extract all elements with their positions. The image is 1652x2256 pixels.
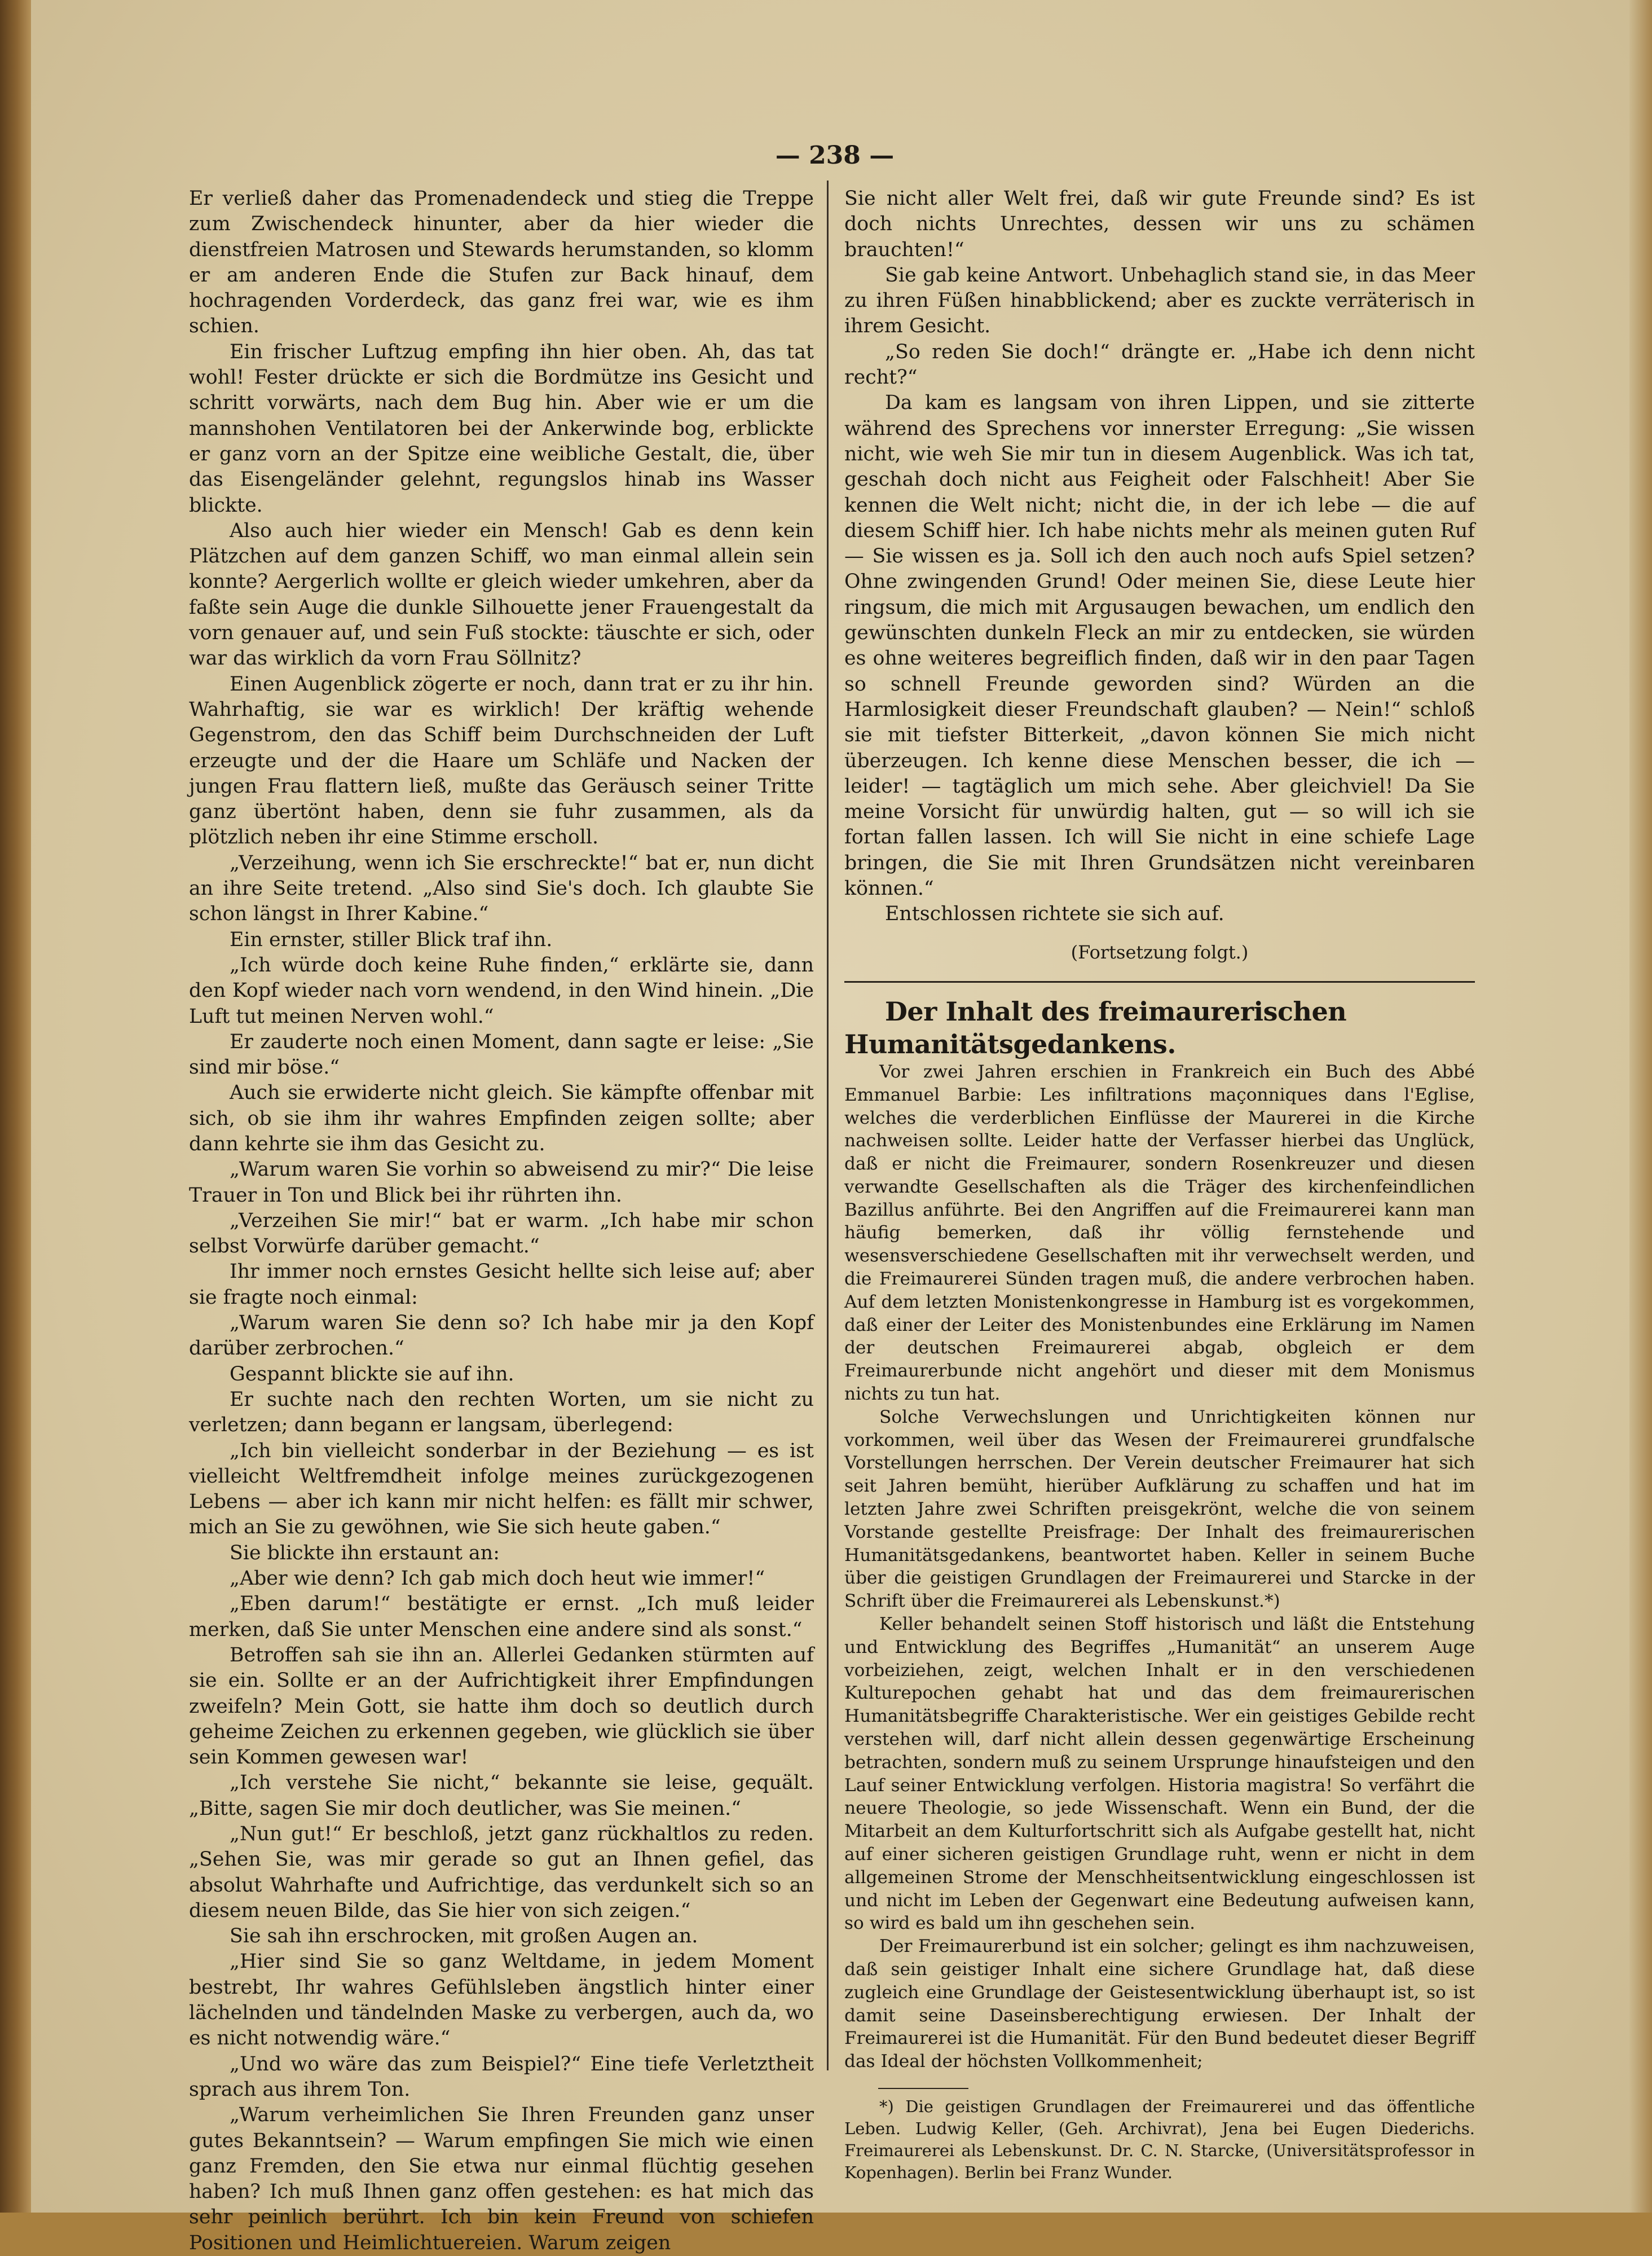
- story-paragraph: „Ich bin vielleicht sonderbar in der Beziehung — es ist vielleicht Weltfremdheit infolge meines zurückgezogenen Lebens — aber ich kann mir nicht helfen: es fällt mir schwer, mich an Sie zu gewöhnen, wie Sie sich heute gaben.“: [189, 1439, 814, 1539]
- story-paragraph: „Ich würde doch keine Ruhe finden,“ erklärte sie, dann den Kopf wieder nach vorn wendend, in den Wind hinein. „Die Luft tut meinen Nerven wohl.“: [189, 953, 814, 1028]
- story-paragraph: Ein frischer Luftzug empfing ihn hier oben. Ah, das tat wohl! Fester drückte er sich die Bordmütze ins Gesicht und schritt vorwärts, nach dem Bug hin. Aber wie er um die mannshohen Ventilatoren bei der Ankerwinde bog, erblickte er ganz vorn an der Spitze eine weibliche Gestalt, die, über das Eisengeländer gelehnt, regungslos hinab ins Wasser blickte.: [189, 340, 814, 517]
- story-paragraph: Auch sie erwiderte nicht gleich. Sie kämpfte offenbar mit sich, ob sie ihm ihr wahres Empfinden zeigen sollte; aber dann kehrte sie ihm das Gesicht zu.: [189, 1081, 814, 1155]
- article-paragraph: Solche Verwechslungen und Unrichtigkeiten können nur vorkommen, weil über das Wesen der Freimaurerei grundfalsche Vorstellungen herrschen. Der Verein deutscher Freimaurer hat sich seit Jahren bemüht, hierüber Aufklärung zu schaffen und hat im letzten Jahre zwei Schriften preisgekrönt, welche die von seinem Vorstande gestellte Preisfrage: Der Inhalt des freimaurerischen Humanitätsgedankens, beantwortet haben. Keller in seinem Buche über die geistigen Grundlagen der Freimaurerei und Starcke in der Schrift über die Freimaurerei als Lebenskunst.*): [844, 1406, 1475, 1612]
- story-paragraph: Betroffen sah sie ihn an. Allerlei Gedanken stürmten auf sie ein. Sollte er an der Aufrichtigkeit ihrer Empfindungen zweifeln? Mein Gott, sie hatte ihm doch so deutlich durch geheime Zeichen zu erkennen gegeben, wie glücklich sie über sein Kommen gewesen war!: [189, 1643, 814, 1769]
- page-number: — 238 —: [775, 141, 895, 170]
- story-paragraph: Sie blickte ihn erstaunt an:: [230, 1541, 500, 1564]
- story-paragraph: „Und wo wäre das zum Beispiel?“ Eine tiefe Verletztheit sprach aus ihrem Ton.: [189, 2052, 814, 2101]
- story-paragraph: Er suchte nach den rechten Worten, um sie nicht zu verletzen; dann begann er langsam, überlegend:: [189, 1388, 814, 1437]
- story-paragraph: „Verzeihung, wenn ich Sie erschreckte!“ bat er, nun dicht an ihre Seite tretend. „Also sind Sie's doch. Ich glaubte Sie schon längst in Ihrer Kabine.“: [189, 851, 814, 926]
- column-divider: [827, 181, 829, 2070]
- footnote-rule: [878, 2088, 968, 2089]
- story-paragraph: Er verließ daher das Promenadendeck und stieg die Treppe zum Zwischendeck hinunter, aber da hier wieder die dienstfreien Matrosen und Stewards herumstanden, so klomm er am anderen Ende die Stufen zur Back hinauf, dem hochragenden Vorderdeck, das ganz frei war, wie es ihm schien.: [189, 187, 814, 338]
- story-paragraph: Sie sah ihn erschrocken, mit großen Augen an.: [230, 1925, 698, 1948]
- story-paragraph: „Hier sind Sie so ganz Weltdame, in jedem Moment bestrebt, Ihr wahres Gefühlsleben ängstlich hinter einer lächelnden und tändelnden Maske zu verbergen, auch da, wo es nicht notwendig wäre.“: [189, 1950, 814, 2050]
- continuation-note: (Fortsetzung folgt.): [1071, 941, 1249, 963]
- footnote-text: *) Die geistigen Grundlagen der Freimaurerei und das öffentliche Leben. Ludwig Keller, (Geh. Archivrat), Jena bei Eugen Diederichs. Freimaurerei als Lebenskunst. Dr. C. N. Starcke, (Universitätsprofessor in Kopenhagen). Berlin bei Franz Wunder.: [844, 2096, 1475, 2182]
- story-paragraph: „Aber wie denn? Ich gab mich doch heut wie immer!“: [230, 1567, 765, 1590]
- story-paragraph: „Verzeihen Sie mir!“ bat er warm. „Ich habe mir schon selbst Vorwürfe darüber gemacht.“: [189, 1209, 814, 1258]
- story-paragraph: „Eben darum!“ bestätigte er ernst. „Ich muß leider merken, daß Sie unter Menschen eine andere sind als sonst.“: [189, 1593, 814, 1641]
- page-edge: [1629, 0, 1652, 2213]
- story-paragraph: Entschlossen richtete sie sich auf.: [885, 903, 1224, 926]
- story-paragraph: Er zauderte noch einen Moment, dann sagte er leise: „Sie sind mir böse.“: [189, 1030, 814, 1079]
- article-paragraph: Vor zwei Jahren erschien in Frankreich ein Buch des Abbé Emmanuel Barbie: Les infiltrations maçonniques dans l'Eglise, welches die verderblichen Einflüsse der Maurerei in die Kirche nachweisen sollte. Leider hatte der Verfasser hierbei das Unglück, daß er nicht die Freimaurer, sondern Rosenkreuzer und diesen verwandte Gesellschaften als die Träger des kirchenfeindlichen Bazillus anführte. Bei den Angriffen auf die Freimaurerei kann man häufig bemerken, daß ihr völlig fernstehende und wesensverschiedene Gesellschaften mit ihr verwechselt werden, und die Freimaurerei Sünden tragen muß, die andere verbrochen haben. Auf dem letzten Monistenkongresse in Hamburg ist es vorgekommen, daß einer der Leiter des Monistenbundes eine Erklärung im Namen der deutschen Freimaurerei abgab, obgleich er dem Freimaurerbunde nicht angehört und dieser mit dem Monismus nichts zu tun hat.: [844, 1061, 1475, 1405]
- left-column: [189, 186, 814, 2256]
- article-paragraph: Keller behandelt seinen Stoff historisch und läßt die Entstehung und Entwicklung des Begriffes „Humanität“ an unserem Auge vorbeiziehen, zeigt, welchen Inhalt er in den verschiedenen Kulturepochen gehabt hat und das dem freimaurerischen Humanitätsbegriffe Charakteristische. Wer ein geistiges Gebilde recht verstehen will, darf nicht allein dessen gegenwärtige Erscheinung betrachten, sondern muß zu seinem Ursprunge hinaufsteigen und den Lauf seiner Entwicklung verfolgen. Historia magistra! So verfährt die neuere Theologie, so jede Wissenschaft. Wenn ein Bund, der die Mitarbeit an dem Kulturfortschritt sich als Aufgabe gestellt hat, nicht auf einer sicheren geistigen Grundlage ruht, wenn er nicht in dem allgemeinen Strome der Menschheitsentwicklung eingeschlossen ist und nicht im Leben der Gegenwart eine Bedeutung aufweisen kann, so wird es bald um ihn geschehen sein.: [844, 1614, 1475, 1934]
- article-body: [844, 1061, 1475, 2073]
- story-paragraph: Einen Augenblick zögerte er noch, dann trat er zu ihr hin. Wahrhaftig, sie war es wirklich! Der kräftig wehende Gegenstrom, den das Schiff beim Durchschneiden der Luft erzeugte und der die Haare um Schläfe und Nacken der jungen Frau flattern ließ, mußte das Geräusch seiner Tritte ganz übertönt haben, denn sie fuhr zusammen, als da plötzlich neben ihr eine Stimme erscholl.: [189, 672, 814, 849]
- story-paragraph: „So reden Sie doch!“ drängte er. „Habe ich denn nicht recht?“: [844, 340, 1475, 389]
- story-paragraph: Also auch hier wieder ein Mensch! Gab es denn kein Plätzchen auf dem ganzen Schiff, wo man einmal allein sein konnte? Aergerlich wollte er gleich wieder umkehren, aber da faßte sein Auge die dunkle Silhouette jener Frauengestalt da vorn genauer auf, und sein Fuß stockte: täuschte er sich, oder war das wirklich da vorn Frau Söllnitz?: [189, 519, 814, 670]
- story-paragraph: Sie gab keine Antwort. Unbehaglich stand sie, in das Meer zu ihren Füßen hinabblickend; aber es zuckte verräterisch in ihrem Gesicht.: [844, 263, 1475, 338]
- story-paragraph: Gespannt blickte sie auf ihn.: [230, 1362, 514, 1386]
- story-paragraph: Ihr immer noch ernstes Gesicht hellte sich leise auf; aber sie fragte noch einmal:: [189, 1260, 814, 1309]
- story-paragraph: „Ich verstehe Sie nicht,“ bekannte sie leise, gequält. „Bitte, sagen Sie mir doch deutlicher, was Sie meinen.“: [189, 1771, 814, 1820]
- story-paragraph: „Warum waren Sie vorhin so abweisend zu mir?“ Die leise Trauer in Ton und Blick bei ihr rührten ihn.: [189, 1158, 814, 1207]
- article-paragraph: Der Freimaurerbund ist ein solcher; gelingt es ihm nachzuweisen, daß sein geistiger Inhalt eine sichere Grundlage hat, daß diese zugleich eine Grundlage der Geistesentwicklung überhaupt ist, so ist damit seine Daseinsberechtigung erwiesen. Der Inhalt der Freimaurerei ist die Humanität. Für den Bund bedeutet dieser Begriff das Ideal der höchsten Vollkommenheit;: [844, 1936, 1475, 2072]
- footnote: [844, 2096, 1475, 2184]
- story-paragraph: Ein ernster, stiller Blick traf ihn.: [230, 928, 553, 951]
- right-column: [844, 186, 1475, 2184]
- section-rule: [844, 981, 1475, 983]
- book-binding: [0, 0, 31, 2213]
- article-headline: Der Inhalt des freimaurerischen Humanitätsgedankens.: [844, 996, 1347, 1059]
- story-paragraph: „Warum waren Sie denn so? Ich habe mir ja den Kopf darüber zerbrochen.“: [189, 1312, 814, 1360]
- story-paragraph: Da kam es langsam von ihren Lippen, und sie zitterte während des Sprechens vor innerster Erregung: „Sie wissen nicht, wie weh Sie mir tun in diesem Augenblick. Was ich tat, geschah doch nicht aus Feigheit oder Falschheit! Aber Sie kennen die Welt nicht; nicht die, in der ich lebe — die auf diesem Schiff hier. Ich habe nichts mehr als meinen guten Ruf — Sie wissen es ja. Soll ich den auch noch aufs Spiel setzen? Ohne zwingenden Grund! Oder meinen Sie, diese Leute hier ringsum, die mich mit Argusaugen bewachen, um endlich den gewünschten dunkeln Fleck an mir zu entdecken, sie würden es ohne weiteres begreiflich finden, daß wir in den paar Tagen so schnell Freunde geworden sind? Würden an die Harmlosigkeit dieser Freundschaft glauben? — Nein!“ schloß sie mit tiefster Bitterkeit, „davon können Sie mich nicht überzeugen. Ich kenne diese Menschen besser, die ich — leider! — tagtäglich um mich sehe. Aber gleichviel! Da Sie meine Vorsicht für unwürdig halten, gut — so will ich sie fortan fallen lassen. Ich will Sie nicht in eine schiefe Lage bringen, die Sie mit Ihren Grundsätzen nicht vereinbaren können.“: [844, 392, 1475, 900]
- story-continuation: [844, 186, 1475, 927]
- story-paragraph: Sie nicht aller Welt frei, daß wir gute Freunde sind? Es ist doch nichts Unrechtes, dessen wir uns zu schämen brauchten!“: [844, 187, 1475, 261]
- story-paragraph: „Warum verheimlichen Sie Ihren Freunden ganz unser gutes Bekanntsein? — Warum empfingen Sie mich wie einen ganz Fremden, den Sie etwa nur einmal flüchtig gesehen haben? Ich muß Ihnen ganz offen gestehen: es hat mich das sehr peinlich berührt. Ich bin kein Freund von schiefen Positionen und Heimlichtuereien. Warum zeigen: [189, 2104, 814, 2254]
- story-paragraph: „Nun gut!“ Er beschloß, jetzt ganz rückhaltlos zu reden. „Sehen Sie, was mir gerade so gut an Ihnen gefiel, das absolut Wahrhafte und Aufrichtige, das verdunkelt sich so an diesem neuen Bilde, das Sie hier von sich zeigen.“: [189, 1823, 814, 1922]
